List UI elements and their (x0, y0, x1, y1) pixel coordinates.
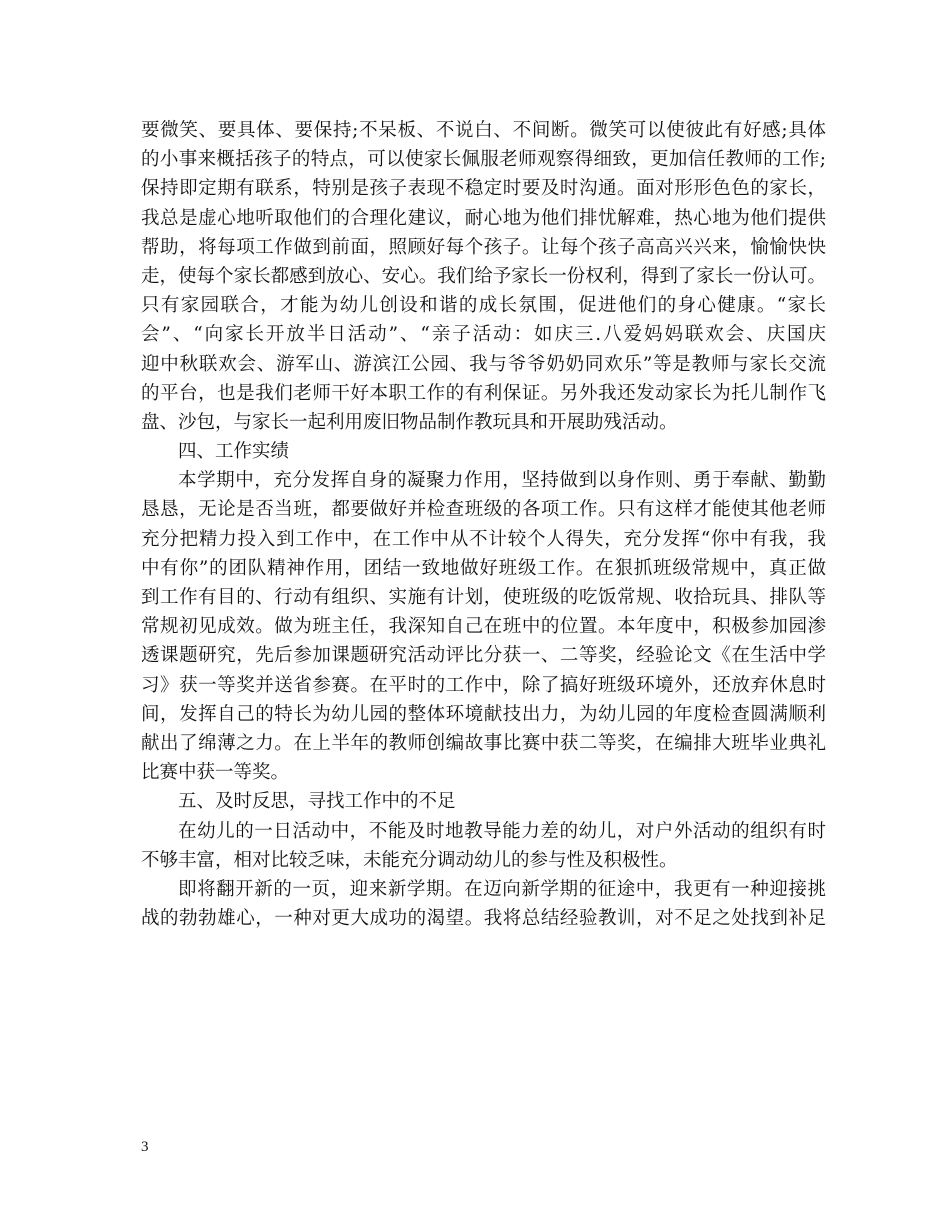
text-line: 间，发挥自己的特长为幼儿园的整体环境献技出力，为幼儿园的年度检查圆满顺利 (141, 703, 826, 725)
text-line: 的小事来概括孩子的特点，可以使家长佩服老师观察得细致，更加信任教师的工作; (141, 149, 826, 171)
text-line: 走，使每个家长都感到放心、安心。我们给予家长一份权利，得到了家长一份认可。 (141, 265, 826, 287)
text-line: 本学期中，充分发挥自身的凝聚力作用，坚持做到以身作则、勇于奉献、勤勤 (178, 470, 826, 492)
text-line: 迎中秋联欢会、游军山、游滨江公园、我与爷爷奶奶同欢乐”等是教师与家长交流 (141, 353, 826, 375)
text-line: 战的勃勃雄心，一种对更大成功的渴望。我将总结经验教训，对不足之处找到补足 (141, 908, 826, 930)
text-line: 保持即定期有联系，特别是孩子表现不稳定时要及时沟通。面对形形色色的家长， (141, 178, 826, 200)
text-line: 即将翻开新的一页，迎来新学期。在迈向新学期的征途中，我更有一种迎接挑 (178, 878, 826, 900)
text-line: 习》获一等奖并送省参赛。在平时的工作中，除了搞好班级环境外，还放弃休息时 (141, 674, 826, 696)
text-line: 中有你”的团队精神作用，团结一致地做好班级工作。在狠抓班级常规中，真正做 (141, 557, 826, 579)
text-line: 透课题研究，先后参加课题研究活动评比分获一、二等奖，经验论文《在生活中学 (141, 645, 826, 667)
text-line: 的平台，也是我们老师干好本职工作的有利保证。另外我还发动家长为托儿制作飞 (141, 382, 826, 404)
text-line: 帮助，将每项工作做到前面，照顾好每个孩子。让每个孩子高高兴兴来，愉愉快快 (141, 236, 826, 258)
text-line: 会”、“向家长开放半日活动”、“亲子活动：如庆三.八爱妈妈联欢会、庆国庆 (141, 324, 826, 346)
text-line: 只有家园联合，才能为幼儿创设和谐的成长氛围，促进他们的身心健康。“家长 (141, 295, 826, 317)
body-text (141, 116, 826, 933)
text-line: 到工作有目的、行动有组织、实施有计划，使班级的吃饭常规、收拾玩具、排队等 (141, 587, 826, 608)
text-line: 盘、沙包，与家长一起利用废旧物品制作教玩具和开展助残活动。 (141, 411, 678, 433)
text-line: 在幼儿的一日活动中，不能及时地教导能力差的幼儿，对户外活动的组织有时 (178, 820, 826, 842)
text-line: 我总是虚心地听取他们的合理化建议，耐心地为他们排忧解难，热心地为他们提供 (141, 207, 826, 229)
text-line: 恳恳，无论是否当班，都要做好并检查班级的各项工作。只有这样才能使其他老师 (141, 499, 826, 521)
text-line: 不够丰富，相对比较乏味，未能充分调动幼儿的参与性及积极性。 (141, 849, 678, 871)
text-line: 比赛中获一等奖。 (141, 762, 290, 784)
text-line: 献出了绵薄之力。在上半年的教师创编故事比赛中获二等奖，在编排大班毕业典礼 (141, 732, 826, 754)
text-line: 充分把精力投入到工作中，在工作中从不计较个人得失，充分发挥“你中有我，我 (141, 528, 826, 550)
section-heading: 四、工作实绩 (178, 441, 290, 463)
page-number: 3 (141, 1139, 149, 1155)
text-line: 常规初见成效。做为班主任，我深知自己在班中的位置。本年度中，积极参加园渗 (141, 616, 826, 638)
section-heading: 五、及时反思，寻找工作中的不足 (178, 791, 456, 813)
text-line: 要微笑、要具体、要保持;不呆板、不说白、不间断。微笑可以使彼此有好感;具体 (141, 120, 826, 141)
